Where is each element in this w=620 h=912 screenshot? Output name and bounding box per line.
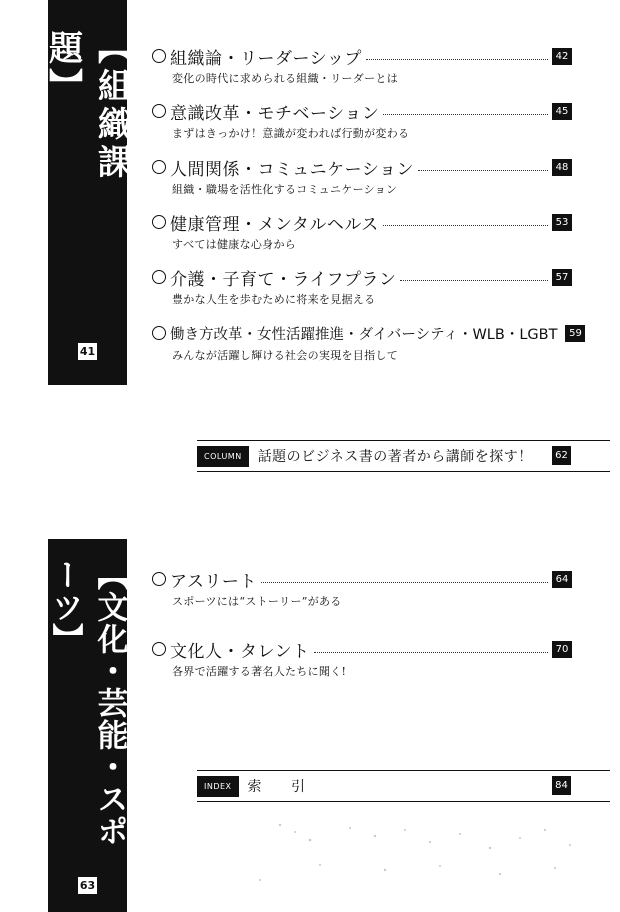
toc-item-title: 健康管理・メンタルヘルス [170,214,379,235]
toc-item[interactable] [152,638,572,682]
dot-leader [366,59,548,60]
toc-item-subtitle: 組織・職場を活性化するコミュニケーション [172,183,398,196]
toc-item-title: アスリート [170,571,257,592]
dot-leader [418,170,548,171]
column-text: 話題のビジネス書の著者から講師を探す！ [257,449,533,465]
circle-bullet-icon [152,270,166,284]
section-title: 【組織課題】 [42,30,132,182]
toc-item[interactable] [152,568,572,612]
toc-item[interactable] [152,100,572,144]
circle-bullet-icon [152,160,166,174]
toc-item-title: 組織論・リーダーシップ [170,48,362,69]
circle-bullet-icon [152,104,166,118]
section-page-number: 63 [79,879,96,892]
circle-bullet-icon [152,215,166,229]
dot-leader [400,280,548,281]
column-page: 62 [552,446,571,465]
print-bleed-texture [200,770,610,910]
toc-item-page: 70 [552,641,572,658]
toc-item-subtitle: 各界で活躍する著名人たちに聞く! [172,665,347,678]
toc-item-page: 45 [552,103,572,120]
toc-item-title: 介護・子育て・ライフプラン [170,269,397,290]
toc-item-title: 働き方改革・女性活躍推進・ダイバーシティ・WLB・LGBT [170,326,558,343]
toc-item-page: 42 [552,48,572,65]
toc-item-subtitle: スポーツには“ストーリー”がある [172,595,342,608]
index-tag: INDEX [197,776,239,797]
dot-leader [383,225,548,226]
toc-item-page: 53 [552,214,572,231]
section-title: 【文化・芸能・スポーツ】 [46,559,128,847]
toc-item-page: 48 [552,159,572,176]
circle-bullet-icon [152,49,166,63]
toc-item-subtitle: 豊かな人生を歩むために将来を見据える [172,293,376,306]
dot-leader [261,582,548,583]
toc-item[interactable] [152,156,572,200]
circle-bullet-icon [152,326,166,340]
index-text: 索 引 [247,779,306,795]
toc-item[interactable] [152,45,572,89]
toc-item-subtitle: 変化の時代に求められる組織・リーダーとは [172,72,398,85]
circle-bullet-icon [152,572,166,586]
toc-item-title: 意識改革・モチベーション [170,103,380,124]
toc-item-page: 57 [552,269,572,286]
toc-item[interactable] [152,211,572,255]
column-tag: COLUMN [197,446,249,467]
toc-item-title: 人間関係・コミュニケーション [170,159,414,180]
index-page: 84 [552,776,571,795]
section-tab-organization [42,0,132,385]
dot-leader [383,114,548,115]
section-page-number: 41 [79,345,96,358]
toc-item-page: 59 [565,325,585,342]
dot-leader [314,652,548,653]
toc-item-subtitle: まずはきっかけ！意識が変われば行動が変わる [172,127,410,140]
circle-bullet-icon [152,642,166,656]
toc-item-subtitle: みんなが活躍し輝ける社会の実現を目指して [172,349,398,362]
toc-item-title: 文化人・タレント [170,641,310,662]
toc-item[interactable] [152,266,572,310]
section-tab-culture [48,539,127,912]
toc-item[interactable] [152,322,582,366]
column-bar[interactable] [197,440,610,472]
toc-item-page: 64 [552,571,572,588]
toc-item-subtitle: すべては健康な心身から [172,238,297,251]
